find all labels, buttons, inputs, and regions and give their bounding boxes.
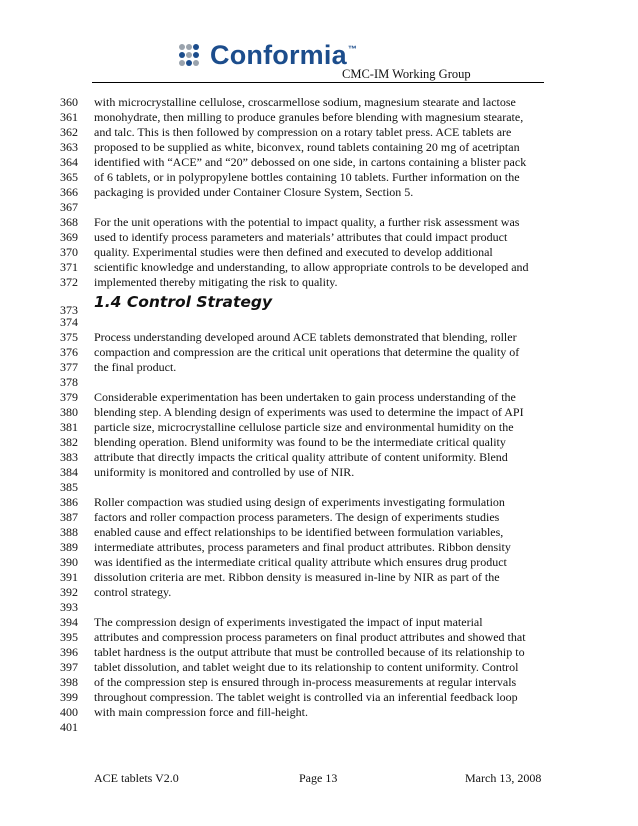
text-line bbox=[94, 200, 550, 215]
text-line: of the compression step is ensured through in-process measurements at regular intervals bbox=[94, 675, 517, 689]
line-number: 399 bbox=[60, 690, 78, 704]
line-number: 367 bbox=[60, 200, 78, 214]
text-line: control strategy. bbox=[94, 585, 172, 599]
line-number: 380 bbox=[60, 405, 78, 419]
line-number: 378 bbox=[60, 375, 78, 389]
text-line: The compression design of experiments investigated the impact of input material bbox=[94, 615, 483, 629]
line-number: 394 bbox=[60, 615, 78, 629]
line-number: 401 bbox=[60, 720, 78, 734]
text-line bbox=[94, 720, 550, 735]
line-numbers-block-2 bbox=[60, 315, 90, 735]
text-line bbox=[94, 480, 550, 495]
logo-wordmark: Conformia™ bbox=[210, 40, 358, 70]
line-number: 392 bbox=[60, 585, 78, 599]
line-number: 393 bbox=[60, 600, 78, 614]
header-divider bbox=[92, 82, 544, 83]
text-line: with microcrystalline cellulose, croscarmellose sodium, magnesium stearate and lactose bbox=[94, 95, 516, 109]
section-line-number: 373 bbox=[60, 303, 78, 317]
text-line: proposed to be supplied as white, biconvex, round tablets containing 20 mg of acetriptan bbox=[94, 140, 520, 154]
line-number: 371 bbox=[60, 260, 78, 274]
text-line: throughout compression. The tablet weight is controlled via an inferential feedback loop bbox=[94, 690, 518, 704]
text-line: was identified as the intermediate critical quality attribute which ensures drug product bbox=[94, 555, 507, 569]
line-number: 374 bbox=[60, 315, 78, 329]
text-line: identified with “ACE” and “20” debossed on one side, in cartons containing a blister pack bbox=[94, 155, 527, 169]
body-text-block-1 bbox=[94, 95, 550, 290]
line-number: 388 bbox=[60, 525, 78, 539]
line-number: 391 bbox=[60, 570, 78, 584]
text-line: intermediate attributes, process parameters and final product attributes. Ribbon density bbox=[94, 540, 511, 554]
conformia-logo-icon bbox=[176, 43, 204, 67]
text-line: attribute that directly impacts the critical quality attribute of content uniformity. Blend bbox=[94, 450, 508, 464]
line-number: 386 bbox=[60, 495, 78, 509]
text-line: compaction and compression are the critical unit operations that determine the quality of bbox=[94, 345, 520, 359]
conformia-logo bbox=[176, 40, 357, 70]
text-line: quality. Experimental studies were then defined and executed to develop additional bbox=[94, 245, 493, 259]
line-number: 385 bbox=[60, 480, 78, 494]
text-line: particle size, microcrystalline cellulose particle size and environmental humidity on the bbox=[94, 420, 514, 434]
text-line: packaging is provided under Container Closure System, Section 5. bbox=[94, 185, 414, 199]
line-numbers-block-1 bbox=[60, 95, 90, 290]
line-number: 387 bbox=[60, 510, 78, 524]
line-number: 377 bbox=[60, 360, 78, 374]
text-line bbox=[94, 375, 550, 390]
text-line: For the unit operations with the potential to impact quality, a further risk assessment was bbox=[94, 215, 520, 229]
footer-date: March 13, 2008 bbox=[465, 771, 542, 785]
line-number: 364 bbox=[60, 155, 78, 169]
line-number: 372 bbox=[60, 275, 78, 289]
line-number: 361 bbox=[60, 110, 78, 124]
section-heading: 1.4 Control Strategy bbox=[94, 293, 273, 311]
line-number: 362 bbox=[60, 125, 78, 139]
line-number: 369 bbox=[60, 230, 78, 244]
line-number: 397 bbox=[60, 660, 78, 674]
text-line: uniformity is monitored and controlled by use of NIR. bbox=[94, 465, 355, 479]
text-line: tablet dissolution, and tablet weight due to its relationship to content uniformity. Control bbox=[94, 660, 519, 674]
line-number: 383 bbox=[60, 450, 78, 464]
text-line: blending operation. Blend uniformity was found to be the intermediate critical quality bbox=[94, 435, 506, 449]
line-number: 382 bbox=[60, 435, 78, 449]
line-number: 360 bbox=[60, 95, 78, 109]
text-line: enabled cause and effect relationships to be identified between formulation variables, bbox=[94, 525, 504, 539]
body-text-block-2 bbox=[94, 315, 550, 735]
line-number: 400 bbox=[60, 705, 78, 719]
footer-page-number: Page 13 bbox=[299, 771, 338, 785]
text-line: dissolution criteria are met. Ribbon density is measured in-line by NIR as part of the bbox=[94, 570, 500, 584]
text-line: Considerable experimentation has been undertaken to gain process understanding of the bbox=[94, 390, 516, 404]
text-line: with main compression force and fill-height. bbox=[94, 705, 308, 719]
line-number: 370 bbox=[60, 245, 78, 259]
line-number: 398 bbox=[60, 675, 78, 689]
text-line: and talc. This is then followed by compression on a rotary tablet press. ACE tablets are bbox=[94, 125, 512, 139]
line-number: 375 bbox=[60, 330, 78, 344]
line-number: 395 bbox=[60, 630, 78, 644]
line-number: 379 bbox=[60, 390, 78, 404]
text-line: of 6 tablets, or in polypropylene bottles containing 10 tablets. Further information on the bbox=[94, 170, 520, 184]
text-line: factors and roller compaction process parameters. The design of experiments studies bbox=[94, 510, 500, 524]
footer-document-version: ACE tablets V2.0 bbox=[94, 771, 179, 785]
working-group-label: CMC-IM Working Group bbox=[342, 67, 471, 81]
text-line bbox=[94, 315, 550, 330]
line-number: 363 bbox=[60, 140, 78, 154]
text-line: the final product. bbox=[94, 360, 177, 374]
line-number: 389 bbox=[60, 540, 78, 554]
text-line: monohydrate, then milling to produce granules before blending with magnesium stearate, bbox=[94, 110, 524, 124]
text-line: blending step. A blending design of experiments was used to determine the impact of API bbox=[94, 405, 524, 419]
text-line: attributes and compression process parameters on final product attributes and showed that bbox=[94, 630, 526, 644]
line-number: 376 bbox=[60, 345, 78, 359]
text-line bbox=[94, 600, 550, 615]
line-number: 396 bbox=[60, 645, 78, 659]
line-number: 368 bbox=[60, 215, 78, 229]
line-number: 366 bbox=[60, 185, 78, 199]
text-line: implemented thereby mitigating the risk to quality. bbox=[94, 275, 338, 289]
line-number: 384 bbox=[60, 465, 78, 479]
text-line: scientific knowledge and understanding, to allow appropriate controls to be developed and bbox=[94, 260, 529, 274]
line-number: 365 bbox=[60, 170, 78, 184]
text-line: used to identify process parameters and materials’ attributes that could impact product bbox=[94, 230, 508, 244]
line-number: 390 bbox=[60, 555, 78, 569]
text-line: Process understanding developed around ACE tablets demonstrated that blending, roller bbox=[94, 330, 517, 344]
text-line: tablet hardness is the output attribute that must be controlled because of its relationship to bbox=[94, 645, 525, 659]
line-number: 381 bbox=[60, 420, 78, 434]
text-line: Roller compaction was studied using design of experiments investigating formulation bbox=[94, 495, 505, 509]
